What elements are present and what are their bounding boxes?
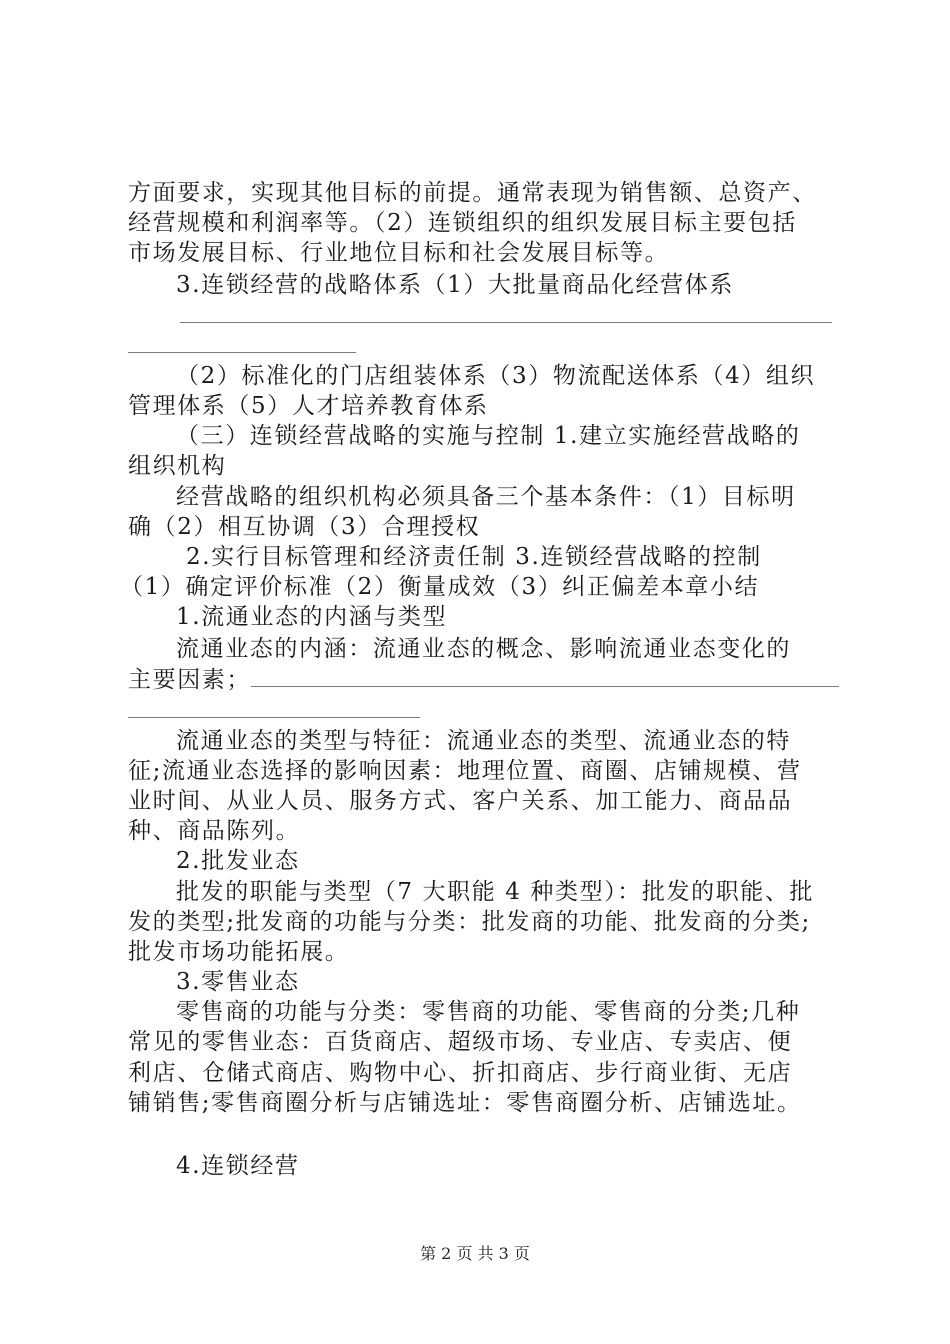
body-line: 管理体系（5）人才培养教育体系 — [128, 393, 489, 419]
body-line: 批发的职能与类型（7 大职能 4 种类型）：批发的职能、批 — [176, 879, 815, 905]
body-line: 组织机构 — [128, 453, 227, 479]
fill-in-blank-rule — [251, 685, 839, 687]
body-line: 经营战略的组织机构必须具备三个基本条件：（1）目标明 — [176, 484, 796, 510]
body-line: 2.批发业态 — [176, 848, 300, 874]
page-footer: 第 2 页 共 3 页 — [420, 1244, 530, 1263]
body-line: 常见的零售业态：百货商店、超级市场、专业店、专卖店、便 — [128, 1029, 793, 1055]
body-line: 3.连锁经营的战略体系（1）大批量商品化经营体系 — [176, 272, 734, 298]
body-line: 征;流通业态选择的影响因素：地理位置、商圈、店铺规模、营 — [128, 758, 802, 784]
body-line: 零售商的功能与分类：零售商的功能、零售商的分类;几种 — [176, 999, 801, 1025]
body-line: 业时间、从业人员、服务方式、客户关系、加工能力、商品品 — [128, 788, 793, 814]
body-line: 市场发展目标、行业地位目标和社会发展目标等。 — [128, 240, 670, 266]
body-line: （三）连锁经营战略的实施与控制 1.建立实施经营战略的 — [176, 423, 801, 449]
body-line: 方面要求，实现其他目标的前提。通常表现为销售额、总资产、 — [128, 180, 817, 206]
body-line: 确（2）相互协调（3）合理授权 — [128, 514, 481, 540]
body-line: 铺销售;零售商圈分析与店铺选址：零售商圈分析、店铺选址。 — [128, 1090, 802, 1116]
body-line: 经营规模和利润率等。（2）连锁组织的组织发展目标主要包括 — [128, 210, 797, 236]
body-line: 流通业态的类型与特征：流通业态的类型、流通业态的特 — [176, 728, 791, 754]
body-line: 批发市场功能拓展。 — [128, 939, 350, 965]
body-line: （2）标准化的门店组装体系（3）物流配送体系（4）组织 — [176, 363, 816, 389]
body-line: （1）确定评价标准（2）衡量成效（3）纠正偏差本章小结 — [120, 574, 760, 600]
fill-in-blank-rule — [180, 322, 832, 323]
body-line: 种、商品陈列。 — [128, 818, 301, 844]
body-line: 3.零售业态 — [176, 969, 300, 995]
body-line: 1.流通业态的内涵与类型 — [176, 604, 448, 630]
body-line: 流通业态的内涵：流通业态的概念、影响流通业态变化的 — [176, 636, 791, 662]
body-line-text: 主要因素； — [128, 667, 251, 693]
body-line: 4.连锁经营 — [176, 1153, 300, 1179]
fill-in-blank-rule — [128, 352, 356, 353]
body-line — [128, 665, 833, 695]
body-line: 2.实行目标管理和经济责任制 3.连锁经营战略的控制 — [186, 544, 762, 570]
body-line: 利店、仓储式商店、购物中心、折扣商店、步行商业街、无店 — [128, 1060, 793, 1086]
fill-in-blank-rule — [128, 717, 420, 718]
body-line: 发的类型;批发商的功能与分类：批发商的功能、批发商的分类; — [128, 909, 811, 935]
